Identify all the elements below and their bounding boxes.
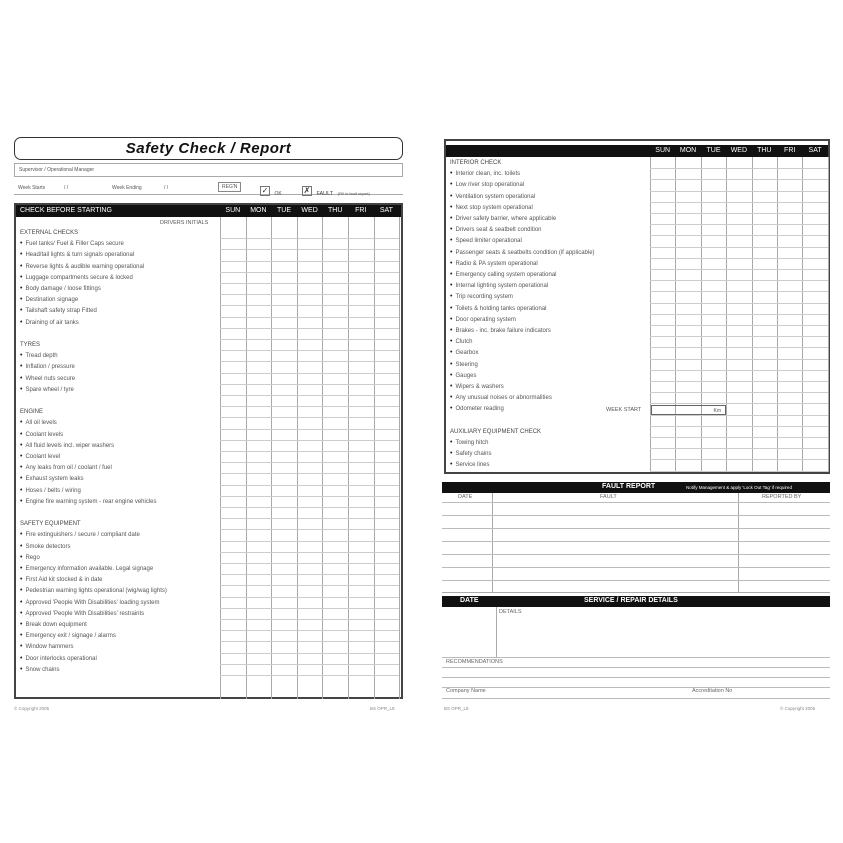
grid-row-line bbox=[220, 417, 399, 418]
grid-row-line bbox=[220, 328, 399, 329]
checklist-item: • Drivers seat & seatbelt condition bbox=[450, 225, 542, 235]
fault-col-fault: FAULT bbox=[600, 494, 617, 500]
checklist-item: • Speed limiter operational bbox=[450, 236, 522, 246]
checklist-item: • Driver safety barrier, where applicable bbox=[450, 214, 556, 224]
grid-row-line bbox=[650, 168, 828, 169]
day-header-wed: WED bbox=[301, 207, 318, 214]
grid-row-line bbox=[650, 224, 828, 225]
supervisor-label: Supervisor / Operational Manager bbox=[19, 167, 95, 173]
form-code-right: BS OPR_L8 bbox=[444, 706, 469, 711]
grid-row-line bbox=[650, 392, 828, 393]
title-banner bbox=[14, 137, 403, 160]
day-header-fri: FRI bbox=[784, 147, 796, 154]
grid-row-line bbox=[650, 247, 828, 248]
section-heading: TYRES bbox=[20, 342, 41, 348]
service-title: SERVICE / REPAIR DETAILS bbox=[584, 597, 678, 604]
fault-col-divider-2 bbox=[738, 493, 739, 593]
company-name-label: Company Name bbox=[446, 688, 486, 694]
day-header-sun: SUN bbox=[225, 207, 241, 214]
checklist-item: • Clutch bbox=[450, 337, 472, 347]
checklist-item: • Trip recording system bbox=[450, 292, 513, 302]
checklist-item: • Engine fire warning system - rear engine vehicles bbox=[20, 497, 157, 507]
checklist-item: • Exhaust system leaks bbox=[20, 474, 83, 484]
left-page bbox=[14, 137, 403, 711]
service-row-line bbox=[442, 657, 830, 658]
grid-column-line bbox=[220, 217, 221, 699]
checklist-item: • Passenger seats & seatbelts condition (if applicable) bbox=[450, 248, 595, 258]
grid-column-line bbox=[348, 217, 349, 699]
grid-row-line bbox=[650, 381, 828, 382]
week-ending-label: Week Ending bbox=[112, 185, 142, 191]
checklist-item: • Any unusual noises or abnormalities bbox=[450, 393, 552, 403]
fault-report-title: FAULT REPORT bbox=[602, 483, 656, 490]
fault-row-line bbox=[442, 554, 830, 555]
service-row-line bbox=[442, 698, 830, 699]
checklist-item: • Toilets & holding tanks operational bbox=[450, 304, 547, 314]
section-heading: AUXILIARY EQUIPMENT CHECK bbox=[450, 428, 542, 435]
week-row bbox=[14, 181, 403, 195]
recommendations-label: RECOMMENDATIONS bbox=[446, 659, 503, 665]
grid-row-line bbox=[220, 608, 399, 609]
grid-row-line bbox=[220, 597, 399, 598]
grid-row-line bbox=[220, 249, 399, 250]
checklist-item: • Inflation / pressure bbox=[20, 362, 75, 372]
week-ending-date[interactable]: / / bbox=[164, 185, 169, 191]
grid-row-line bbox=[650, 280, 828, 281]
check-icon: ✓ bbox=[261, 185, 269, 195]
checklist-item: • Pedestrian warning lights operational (wig/wag lights) bbox=[20, 586, 167, 596]
checklist-item: • Any leaks from oil / coolant / fuel bbox=[20, 463, 112, 473]
grid-row-line bbox=[220, 485, 399, 486]
grid-row-line bbox=[220, 630, 399, 631]
checklist-item: • Coolant levels bbox=[20, 430, 63, 440]
grid-row-line bbox=[650, 370, 828, 371]
day-header-tue: TUE bbox=[706, 147, 721, 154]
km-label: Km bbox=[713, 408, 721, 414]
grid-row-line bbox=[650, 258, 828, 259]
grid-column-line bbox=[322, 217, 323, 699]
section-heading: SAFETY EQUIPMENT bbox=[20, 521, 81, 528]
fault-row-line bbox=[442, 502, 830, 503]
fault-report-bar bbox=[442, 482, 830, 493]
checklist-item: • Luggage compartments secure & locked bbox=[20, 273, 133, 283]
grid-row-line bbox=[220, 395, 399, 396]
fault-row-line bbox=[442, 541, 830, 542]
grid-row-line bbox=[220, 361, 399, 362]
form-code-left: BS OPR_L8 bbox=[370, 706, 395, 711]
fault-col-reported-by: REPORTED BY bbox=[762, 494, 802, 500]
checklist-frame-left bbox=[14, 203, 403, 699]
checklist-item: • Emergency exit / signage / alarms bbox=[20, 631, 116, 641]
grid-row-line bbox=[650, 459, 828, 460]
checklist-item: • Fuel tanks/ Fuel & Filler Caps secure bbox=[20, 239, 124, 249]
grid-row-line bbox=[220, 238, 399, 239]
grid-row-line bbox=[650, 359, 828, 360]
checklist-item: • Service lines bbox=[450, 460, 489, 470]
week-starts-date[interactable]: / / bbox=[64, 185, 69, 191]
checklist-item: • Wheel nuts secure bbox=[20, 374, 75, 384]
checklist-item: • Break down equipment bbox=[20, 620, 87, 630]
grid-row-line bbox=[220, 406, 399, 407]
checklist-item: • Tread depth bbox=[20, 351, 58, 361]
grid-row-line bbox=[220, 350, 399, 351]
day-header-thu: THU bbox=[757, 147, 772, 154]
service-col-date: DATE bbox=[460, 597, 479, 604]
section-heading: EXTERNAL CHECKS bbox=[20, 230, 79, 236]
copyright-left: © Copyright 2005 bbox=[14, 706, 50, 711]
checklist-item: • Snow chains bbox=[20, 665, 59, 675]
grid-row-line bbox=[220, 384, 399, 385]
grid-row-line bbox=[220, 305, 399, 306]
copyright-right: © Copyright 2005 bbox=[780, 706, 816, 711]
checklist-item: • Window hammers bbox=[20, 642, 73, 652]
grid-row-line bbox=[220, 462, 399, 463]
grid-row-line bbox=[220, 563, 399, 564]
right-page bbox=[442, 139, 830, 711]
checklist-item: • Low river stop operational bbox=[450, 180, 524, 190]
fault-col-divider-1 bbox=[492, 493, 493, 593]
ok-key bbox=[260, 182, 282, 200]
grid-row-line bbox=[650, 191, 828, 192]
grid-row-line bbox=[650, 202, 828, 203]
checklist-item: • Tailshaft safety strap Fitted bbox=[20, 306, 97, 316]
grid-row-line bbox=[650, 325, 828, 326]
grid-column-line bbox=[246, 217, 247, 699]
checklist-item: • Gauges bbox=[450, 371, 476, 381]
section-heading: ENGINE bbox=[20, 409, 44, 416]
grid-column-line bbox=[297, 217, 298, 699]
service-col-divider bbox=[496, 607, 497, 657]
fault-report-note: Notify Management & apply 'Lock Out Tag' if required bbox=[686, 485, 792, 490]
checklist-item: • Gearbox bbox=[450, 348, 478, 358]
checklist-item: • Ventilation system operational bbox=[450, 192, 535, 202]
checklist-item: • Body damage / loose fittings bbox=[20, 284, 101, 294]
grid-row-line bbox=[650, 314, 828, 315]
fault-key bbox=[302, 182, 370, 200]
checklist-item: • Hoses / belts / wiring bbox=[20, 486, 81, 496]
service-row-line bbox=[442, 687, 830, 688]
checklist-item: • Fire extinguishers / secure / compliant date bbox=[20, 530, 140, 540]
fault-row-line bbox=[442, 515, 830, 516]
grid-row-line bbox=[650, 448, 828, 449]
grid-row-line bbox=[220, 574, 399, 575]
grid-row-line bbox=[220, 641, 399, 642]
grid-row-line bbox=[650, 291, 828, 292]
day-header-mon: MON bbox=[250, 207, 267, 214]
grid-row-line bbox=[650, 179, 828, 180]
checklist-item: • Interior clean, inc. toilets bbox=[450, 169, 520, 179]
section-heading: INTERIOR CHECK bbox=[450, 160, 502, 166]
fault-row-line bbox=[442, 528, 830, 529]
checklist-item: • Steering bbox=[450, 360, 478, 370]
checklist-item: • Door operating system bbox=[450, 315, 516, 325]
grid-row-line bbox=[220, 294, 399, 295]
grid-row-line bbox=[220, 451, 399, 452]
checklist-item: • Brakes - inc. brake failure indicators bbox=[450, 326, 551, 336]
day-header-thu: THU bbox=[327, 207, 343, 214]
fault-note: (Fill in fault report) bbox=[337, 191, 370, 196]
grid-row-line bbox=[220, 529, 399, 530]
checklist-item: • Emergency calling system operational bbox=[450, 270, 557, 280]
grid-row-line bbox=[650, 471, 828, 472]
day-header-sat: SAT bbox=[379, 207, 393, 214]
day-header-wed: WED bbox=[730, 147, 748, 154]
check-before-starting-label: CHECK BEFORE STARTING bbox=[20, 207, 112, 214]
grid-row-line bbox=[220, 283, 399, 284]
checklist-header-right bbox=[446, 145, 828, 157]
checklist-frame-right bbox=[444, 139, 830, 474]
grid-row-line bbox=[650, 235, 828, 236]
checklist-item: • Destination signage bbox=[20, 295, 78, 305]
grid-row-line bbox=[220, 429, 399, 430]
checklist-item: • Rego bbox=[20, 553, 40, 563]
grid-row-line bbox=[650, 303, 828, 304]
checklist-item: • Approved 'People With Disabilities' loading system bbox=[20, 598, 159, 608]
page-title: Safety Check / Report bbox=[125, 140, 292, 157]
day-header-sat: SAT bbox=[808, 147, 822, 154]
checklist-item: • Emergency information available. Legal signage bbox=[20, 564, 153, 574]
fault-label: FAULT bbox=[316, 191, 334, 197]
grid-row-line bbox=[650, 347, 828, 348]
grid-row-line bbox=[220, 619, 399, 620]
checklist-item: • All fluid levels incl. wiper washers bbox=[20, 441, 114, 451]
grid-row-line bbox=[220, 653, 399, 654]
grid-row-line bbox=[220, 317, 399, 318]
grid-row-line bbox=[220, 261, 399, 262]
grid-row-line bbox=[220, 507, 399, 508]
grid-row-line bbox=[220, 473, 399, 474]
checklist-item: • Door interlocks operational bbox=[20, 654, 97, 664]
ok-label: OK bbox=[274, 191, 282, 197]
grid-column-line bbox=[374, 217, 375, 699]
grid-row-line bbox=[220, 541, 399, 542]
checklist-item: • Approved 'People With Disabilities' restraints bbox=[20, 609, 144, 619]
grid-row-line bbox=[220, 373, 399, 374]
grid-column-line bbox=[399, 217, 400, 699]
grid-column-line bbox=[828, 157, 829, 472]
day-header-fri: FRI bbox=[355, 207, 367, 214]
fault-row-line bbox=[442, 580, 830, 581]
details-label: DETAILS bbox=[499, 609, 522, 615]
checklist-item: • Towing hitch bbox=[450, 438, 488, 448]
checklist-item: • Safety chains bbox=[450, 449, 491, 459]
odometer-field[interactable] bbox=[651, 405, 726, 415]
week-start-label: WEEK START bbox=[606, 407, 642, 413]
grid-row-line bbox=[220, 272, 399, 273]
grid-row-line bbox=[650, 269, 828, 270]
checklist-item: • Draining of air tanks bbox=[20, 318, 79, 328]
grid-row-line bbox=[220, 675, 399, 676]
service-row-line bbox=[442, 667, 830, 668]
grid-row-line bbox=[220, 585, 399, 586]
checklist-item: • Next stop system operational bbox=[450, 203, 533, 213]
checklist-item: • Head/tail lights & turn signals operational bbox=[20, 250, 134, 260]
day-header-tue: TUE bbox=[276, 207, 291, 214]
day-header-mon: MON bbox=[679, 147, 697, 154]
grid-column-line bbox=[271, 217, 272, 699]
fault-report-table[interactable] bbox=[442, 493, 830, 593]
checklist-header bbox=[16, 205, 401, 217]
grid-row-line bbox=[650, 426, 828, 427]
grid-row-line bbox=[220, 339, 399, 340]
grid-row-line bbox=[220, 496, 399, 497]
supervisor-field[interactable] bbox=[14, 163, 403, 177]
grid-row-line bbox=[650, 336, 828, 337]
checklist-item: • Wipers & washers bbox=[450, 382, 504, 392]
grid-row-line bbox=[220, 552, 399, 553]
checklist-item: • Smoke detectors bbox=[20, 542, 70, 552]
day-header-sun: SUN bbox=[655, 147, 671, 154]
service-table[interactable] bbox=[442, 607, 830, 699]
fault-row-line bbox=[442, 567, 830, 568]
checklist-item: • Radio & PA system operational bbox=[450, 259, 538, 269]
service-row-line bbox=[442, 677, 830, 678]
checklist-item: • Reverse lights & audible warning operational bbox=[20, 262, 144, 272]
accreditation-label: Accreditation No bbox=[692, 688, 733, 694]
grid-row-line bbox=[220, 440, 399, 441]
checklist-item: • Odometer reading bbox=[450, 404, 504, 414]
checklist-item: • Spare wheel / tyre bbox=[20, 385, 74, 395]
checklist-item: • Internal lighting system operational bbox=[450, 281, 548, 291]
grid-row-line bbox=[650, 437, 828, 438]
checklist-item: • All oil levels bbox=[20, 418, 57, 428]
checklist-item: • First Aid kit stocked & in date bbox=[20, 575, 103, 585]
week-starts-label: Week Starts bbox=[18, 185, 46, 191]
fault-col-date: DATE bbox=[458, 494, 473, 500]
grid-row-line bbox=[220, 518, 399, 519]
checklist-item: • Coolant level bbox=[20, 452, 60, 462]
grid-row-line bbox=[220, 664, 399, 665]
grid-row-line bbox=[650, 213, 828, 214]
rego-box[interactable]: REG'N bbox=[218, 182, 241, 192]
service-bar bbox=[442, 596, 830, 607]
drivers-initials-label: DRIVERS INITIALS bbox=[160, 220, 209, 226]
cross-icon: ✗ bbox=[303, 185, 311, 195]
